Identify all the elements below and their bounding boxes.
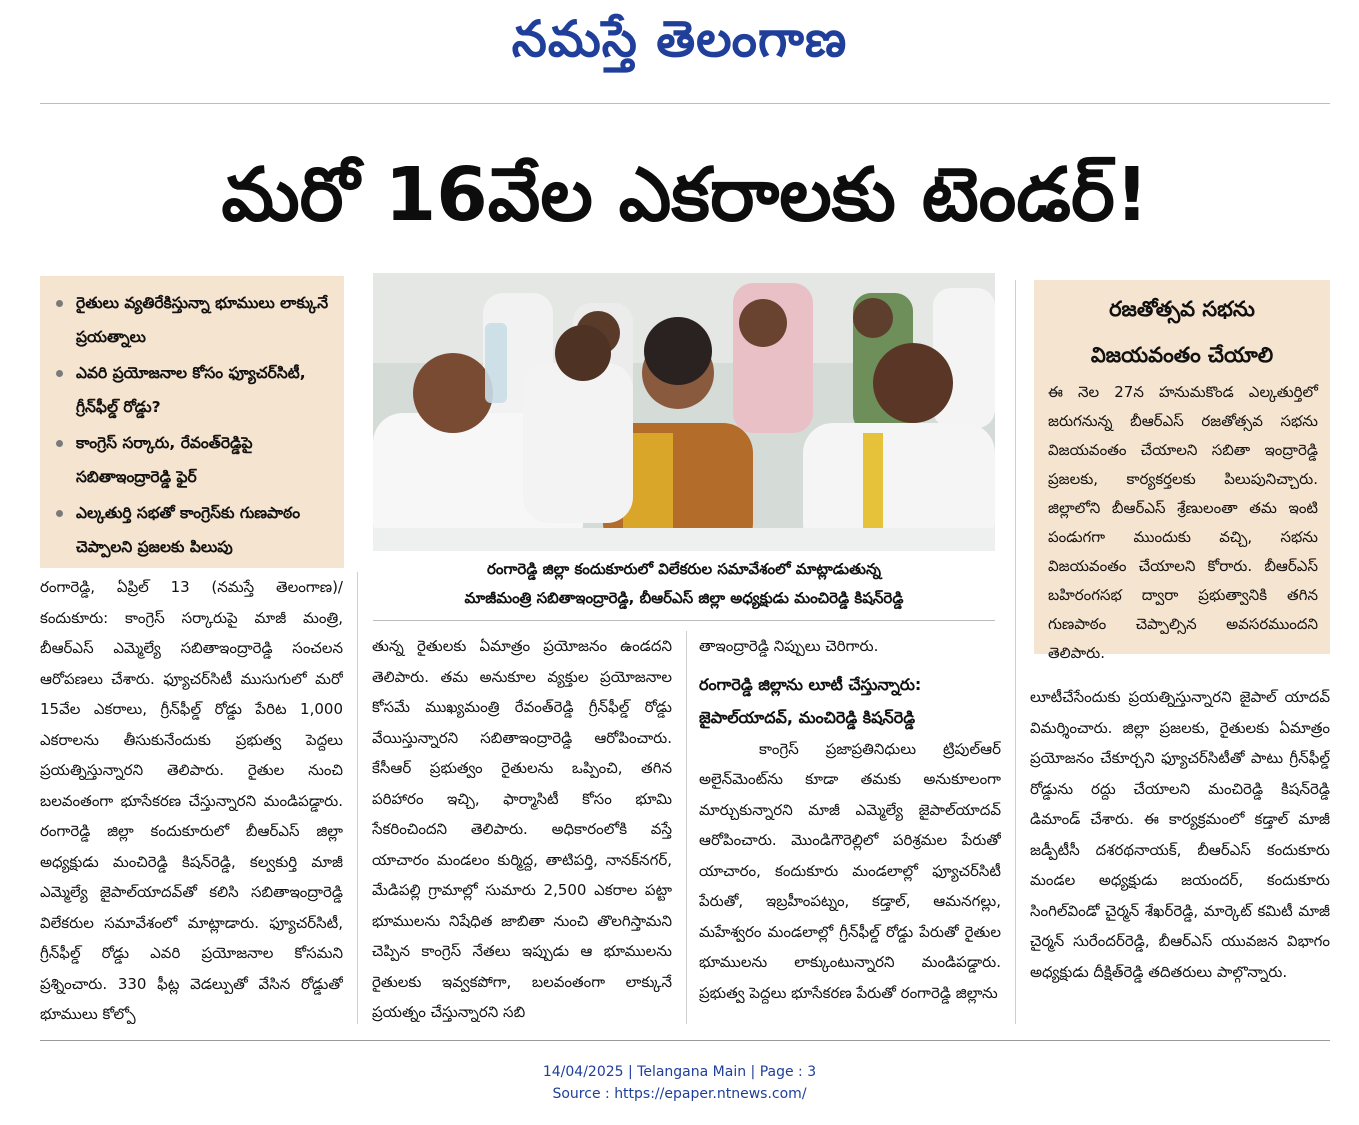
- article-text: తాఇంద్రారెడ్డి నిప్పులు చెరిగారు.: [699, 637, 879, 655]
- highlight-text: కాంగ్రెస్ సర్కారు, రేవంత్‌రెడ్డిపై సబితాఇంద్రారెడ్డి ఫైర్: [76, 434, 253, 486]
- column-subheading: రంగారెడ్డి జిల్లాను లూటీ చేస్తున్నారు:: [699, 674, 922, 694]
- highlight-item: [54, 496, 336, 564]
- footer-source-label: Source :: [552, 1086, 610, 1102]
- headline: మరో 16వేల ఎకరాలకు టెండర్!: [221, 152, 1149, 238]
- highlight-item: [54, 356, 336, 424]
- footer-page: Page : 3: [759, 1064, 817, 1080]
- photo-illustration: [373, 273, 995, 551]
- sidebar-box: [1034, 280, 1330, 662]
- article-text: లూటీచేసేందుకు ప్రయత్నిస్తున్నారని జైపాల్ యాదవ్ విమర్శించారు. జిల్లా ప్రజలకు, రైతులకు ఏమాత్రం ప్రయోజనం చేకూర్చని ఫ్యూచర్‌సిటీతో పాటు గ్రీన్‌ఫీల్డ్ రోడ్డును రద్దు చేయాలని మంచిరెడ్డి కిషన్‌రెడ్డి డిమాండ్ చేశారు. ఈ కార్యక్రమంలో కడ్తాల్ మాజీ జడ్పీటీసీ దశరథనాయక్, బీఆర్‌ఎస్ కందుకూరు మండల అధ్యక్షుడు జయందర్, కందుకూరు సింగిల్‌విండో చైర్మన్ శేఖర్‌రెడ్డి, మార్కెట్ కమిటీ మాజీ చైర్మన్ సురేందర్‌రెడ్డి, బీఆర్‌ఎస్ యువజన విభాగం అధ్యక్షుడు దీక్షిత్‌రెడ్డి తదితరులు పాల్గొన్నారు.: [1030, 688, 1330, 981]
- footer-date: 14/04/2025: [542, 1064, 624, 1080]
- bullet-icon: [56, 510, 63, 517]
- highlight-text: రైతులు వ్యతిరేకిస్తున్నా భూములు లాక్కునే ప్రయత్నాలు: [76, 294, 329, 346]
- highlight-text: ఎల్కతుర్తి సభతో కాంగ్రెస్‌కు గుణపాఠం చెప్పాలని ప్రజలకు పిలుపు: [76, 504, 301, 556]
- caption-line: మాజీమంత్రి సబితాఇంద్రారెడ్డి, బీఆర్‌ఎస్ జిల్లా అధ్యక్షుడు మంచిరెడ్డి కిషన్‌రెడ్డి: [464, 589, 904, 607]
- article-text: తున్న రైతులకు ఏమాత్రం ప్రయోజనం ఉండదని తెలిపారు. తమ అనుకూల వ్యక్తుల ప్రయోజనాల కోసమే ముఖ్యమంత్రి రేవంత్‌రెడ్డి గ్రీన్‌ఫీల్డ్ రోడ్డు వేయిస్తున్నారని సబితాఇంద్రారెడ్డి ఆరోపించారు. కేసీఆర్ ప్రభుత్వం రైతులను ఒప్పించి, తగిన పరిహారం ఇచ్చి, ఫార్మాసిటీ కోసం భూమి సేకరించిందని తెలిపారు. అధికారంలోకి వస్తే యాచారం మండలం కుర్మిద్ద, తాటిపర్తి, నానక్‌నగర్, మేడిపల్లి గ్రామాల్లో సుమారు 2,500 ఎకరాల పట్టా భూములను నిషేధిత జాబితా నుంచి తొలగిస్తామని చెప్పిన కాంగ్రెస్ నేతలు ఇప్పుడు ఆ భూములను రైతులకు ఇవ్వకపోగా, బలవంతంగా లాక్కునే ప్రయత్నం చేస్తున్నారని సబి: [372, 637, 672, 1021]
- sidebox-text: ఈ నెల 27న హనుమకొండ ఎల్కతుర్తిలో జరుగనున్న బీఆర్‌ఎస్ రజతోత్సవ సభను విజయవంతం చేయాలని సబితా ఇంద్రారెడ్డి ప్రజలకు, కార్యకర్తలకు పిలుపునిచ్చారు. జిల్లాలోని బీఆర్‌ఎస్ శ్రేణులంతా తమ ఇంటి పండుగగా ముందుకు వచ్చి, సభను విజయవంతం చేయాలని కోరారు. బీఆర్‌ఎస్ బహిరంగసభ ద్వారా ప్రభుత్వానికి తగిన గుణపాఠం చెప్పాల్సిన అవసరముందని తెలిపారు.: [1048, 383, 1318, 662]
- masthead-divider: [40, 103, 1330, 104]
- column-separator: [686, 631, 687, 1024]
- highlight-item: [54, 426, 336, 494]
- caption-divider: [373, 620, 995, 621]
- footer-info: 14/04/2025 | Telangana Main | Page : 3: [542, 1064, 817, 1080]
- bullet-icon: [56, 370, 63, 377]
- article-text: కాంగ్రెస్ ప్రజాప్రతినిధులు ట్రిపుల్‌ఆర్ అలైన్‌మెంట్‌ను కూడా తమకు అనుకూలంగా మార్చుకున్నారని మాజీ ఎమ్మెల్యే జైపాల్‌యాదవ్ ఆరోపించారు. మొండిగౌరెల్లిలో పరిశ్రమల పేరుతో యాచారం, కందుకూరు మండలాల్లో ఫ్యూచర్‌సిటీ పేరుతో, ఇబ్రహీంపట్నం, కడ్తాల్, ఆమనగల్లు, మహేశ్వరం మండలాల్లో గ్రీన్‌ఫీల్డ్ రోడ్డు పేరుతో రైతుల భూములను లాక్కుంటున్నారని మండిపడ్డారు. ప్రభుత్వ పెద్దలు భూసేకరణ పేరుతో రంగారెడ్డి జిల్లాను: [699, 739, 1001, 1002]
- article-column-4: [1030, 682, 1330, 1024]
- article-column-1: [40, 572, 343, 1024]
- bullet-icon: [56, 300, 63, 307]
- bullet-icon: [56, 440, 63, 447]
- article-column-3: [699, 631, 1001, 1024]
- footer-edition: Telangana Main: [637, 1064, 747, 1080]
- sidebox-title: రజతోత్సవ సభను: [1109, 297, 1255, 321]
- column-separator: [1015, 280, 1016, 1024]
- highlights-box: [40, 276, 344, 568]
- sidebox-title: విజయవంతం చేయాలి: [1090, 343, 1274, 367]
- news-photo: [373, 273, 995, 551]
- article-column-2: [372, 631, 672, 1024]
- footer-source: [0, 1086, 1359, 1102]
- footer-source-link[interactable]: https://epaper.ntnews.com/: [614, 1086, 807, 1102]
- column-subheading: జైపాల్‌యాదవ్, మంచిరెడ్డి కిషన్‌రెడ్డి: [699, 707, 916, 727]
- highlight-item: [54, 286, 336, 354]
- article-text: రంగారెడ్డి, ఏప్రిల్ 13 (నమస్తే తెలంగాణ)/కందుకూరు: కాంగ్రెస్ సర్కారుపై మాజీ మంత్రి, బీఆర్‌ఎస్ ఎమ్మెల్యే సబితాఇంద్రారెడ్డి సంచలన ఆరోపణలు చేశారు. ఫ్యూచర్‌సిటీ ముసుగులో మరో 15వేల ఎకరాలు, గ్రీన్‌ఫీల్డ్ రోడ్డు పేరిట 1,000 ఎకరాలను తీసుకునేందుకు ప్రభుత్వ పెద్దలు ప్రయత్నిస్తున్నారని తెలిపారు. రైతుల నుంచి బలవంతంగా భూసేకరణ చేస్తున్నారని మండిపడ్డారు. రంగారెడ్డి జిల్లా కందుకూరులో బీఆర్‌ఎస్ జిల్లా అధ్యక్షుడు మంచిరెడ్డి కిషన్‌రెడ్డి, కల్వకుర్తి మాజీ ఎమ్మెల్యే జైపాల్‌యాదవ్‌తో కలిసి సబితాఇంద్రారెడ్డి విలేకరుల సమావేశంలో మాట్లాడారు. ఫ్యూచర్‌సిటీ, గ్రీన్‌ఫీల్డ్ రోడ్డు ఎవరి ప్రయోజనాల కోసమని ప్రశ్నించారు. 330 ఫీట్ల వెడల్పుతో వేసిన రోడ్డుతో భూములు కోల్పో: [40, 578, 343, 1023]
- photo-caption: [373, 555, 995, 613]
- column-separator: [357, 572, 358, 1024]
- highlight-text: ఎవరి ప్రయోజనాల కోసం ఫ్యూచర్‌సిటీ, గ్రీన్‌ఫీల్డ్ రోడ్డు?: [76, 364, 306, 416]
- page-bottom-divider: [40, 1040, 1330, 1041]
- masthead-title: నమస్తే తెలంగాణ: [511, 10, 848, 68]
- caption-line: రంగారెడ్డి జిల్లా కందుకూరులో విలేకరుల సమావేశంలో మాట్లాడుతున్న: [487, 560, 881, 578]
